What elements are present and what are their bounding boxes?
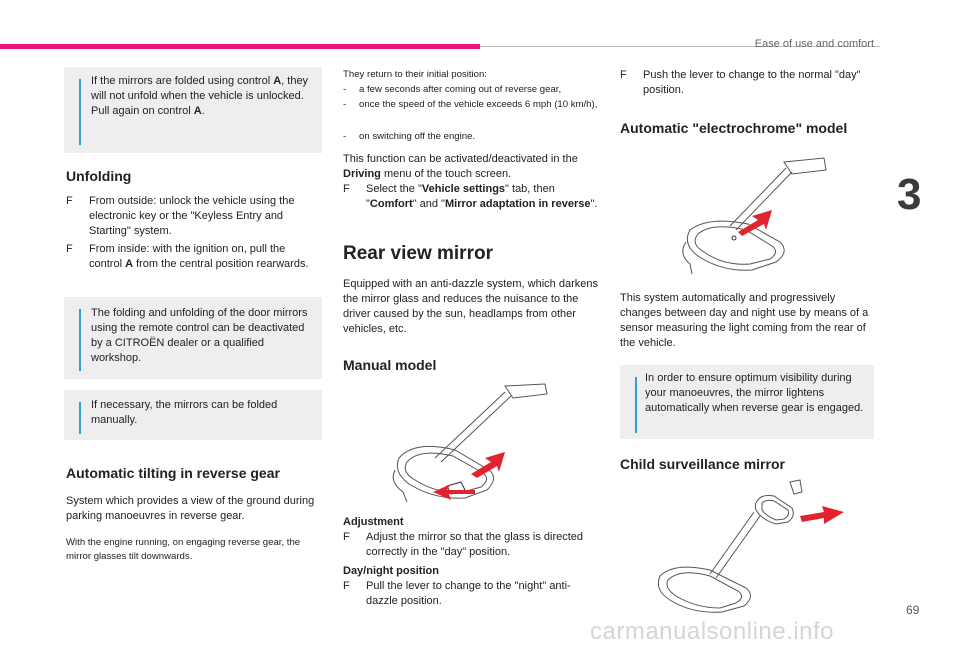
info-bar	[79, 402, 81, 434]
page-number: 69	[906, 603, 920, 617]
info-note-text: If the mirrors are folded using control A, they will not unfold when the vehicle is unlocked. Pull again on control A.	[91, 75, 309, 117]
list-item: F Pull the lever to change to the "night" anti-dazzle position.	[343, 580, 571, 607]
electrochrome-heading: Automatic "electrochrome" model	[620, 120, 848, 136]
electrochrome-mirror-illustration	[668, 150, 838, 280]
rear-view-mirror-heading: Rear view mirror	[343, 243, 493, 264]
info-note-manual-fold	[64, 390, 322, 440]
child-mirror-illustration	[650, 478, 850, 618]
red-arrow	[471, 452, 505, 478]
child-mirror-heading: Child surveillance mirror	[620, 456, 785, 472]
red-arrow	[433, 484, 475, 500]
manual-model-heading: Manual model	[343, 357, 437, 373]
rear-view-mirror-text: Equipped with an anti-dazzle system, which darkens the mirror glass and reduces the nuisance to the driver caused by the sun, headlamps from other vehicles, etc.	[343, 278, 598, 335]
adjustment-label: Adjustment	[343, 516, 404, 528]
header-accent-bar	[0, 44, 480, 49]
info-note-folded	[64, 67, 322, 153]
tilting-note: With the engine running, on engaging reverse gear, the mirror glasses tilt downwards.	[66, 537, 301, 562]
list-item: F Select the "Vehicle settings" tab, then "Comfort" and "Mirror adaptation in reverse".	[343, 183, 598, 210]
info-note-text: In order to ensure optimum visibility during your manoeuvres, the mirror lightens automatically when reverse gear is engaged.	[645, 372, 864, 414]
tilting-heading: Automatic tilting in reverse gear	[66, 465, 280, 481]
chapter-number: 3	[897, 170, 922, 219]
function-text: This function can be activated/deactivated in the Driving menu of the touch screen.	[343, 153, 578, 180]
info-note-text: If necessary, the mirrors can be folded manually.	[91, 399, 278, 426]
list-item: F From inside: with the ignition on, pull the control A from the central position rearwards.	[66, 243, 309, 270]
watermark: carmanualsonline.info	[590, 618, 834, 645]
electrochrome-text: This system automatically and progressively changes between day and night use by means of a sensor measuring the light coming from the rear of the vehicle.	[620, 292, 869, 349]
section-title: Ease of use and comfort	[754, 38, 874, 50]
list-item: - a few seconds after coming out of reverse gear,	[343, 84, 562, 95]
day-night-label: Day/night position	[343, 565, 439, 577]
red-arrow	[800, 506, 844, 524]
info-bar	[79, 79, 81, 145]
list-item: F Push the lever to change to the normal "day" position.	[620, 69, 861, 96]
tilting-text: System which provides a view of the ground during parking manoeuvres in reverse gear.	[66, 495, 315, 522]
info-bar	[635, 377, 637, 433]
list-item: F Adjust the mirror so that the glass is directed correctly in the "day" position.	[343, 531, 584, 558]
unfolding-heading: Unfolding	[66, 168, 132, 184]
manual-mirror-illustration	[385, 378, 555, 508]
info-note-dealer	[64, 297, 322, 379]
return-intro: They return to their initial position:	[343, 69, 487, 80]
info-note-visibility	[620, 365, 874, 439]
info-note-text: The folding and unfolding of the door mirrors using the remote control can be deactivated by a CITROËN dealer or a qualified workshop.	[91, 307, 308, 364]
info-bar	[79, 309, 81, 371]
list-item: F From outside: unlock the vehicle using the electronic key or the "Keyless Entry and Starting" system.	[66, 195, 295, 237]
list-item: - once the speed of the vehicle exceeds 6 mph (10 km/h),	[343, 99, 598, 110]
list-item: - on switching off the engine.	[343, 131, 476, 142]
